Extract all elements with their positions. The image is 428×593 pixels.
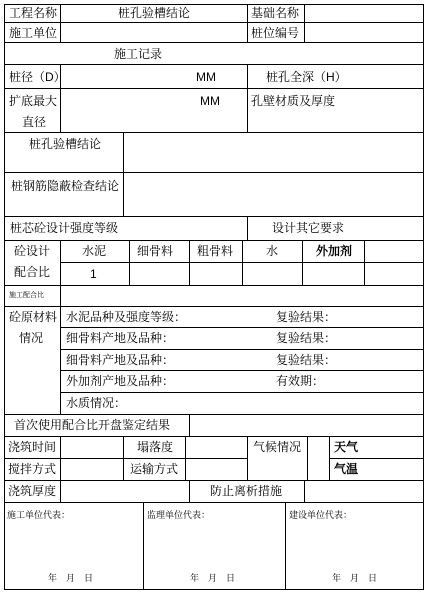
mix-label-2: 配合比 [14, 265, 51, 279]
rule [4, 414, 424, 415]
rule [60, 285, 61, 306]
rule [60, 370, 424, 371]
rule [4, 306, 424, 307]
rule [423, 4, 424, 590]
section-construction-record: 施工记录 [114, 47, 163, 61]
mix-coarse-aggregate: 粗骨料 [197, 244, 234, 258]
coarse-origin-label: 细骨料产地及品种： [66, 353, 175, 367]
rule [4, 42, 424, 43]
cement-grade-label: 水泥品种及强度等级： [66, 310, 187, 324]
strength-grade-label: 桩芯砼设计强度等级 [10, 221, 119, 235]
rule [123, 132, 124, 216]
rule [143, 502, 144, 590]
max-bottom-label-1: 扩底最大 [9, 94, 58, 108]
rule [364, 240, 365, 285]
rule [189, 414, 190, 436]
rule [4, 589, 424, 590]
foundation-name-label: 基础名称 [251, 6, 300, 20]
rule [4, 285, 424, 286]
rule [4, 436, 424, 437]
rule [60, 349, 424, 350]
recheck-label: 复验结果： [276, 331, 337, 345]
rule [4, 216, 424, 217]
rule [4, 240, 424, 241]
construction-mix-label: 施工配合比 [9, 292, 44, 299]
pour-thickness-label: 浇筑厚度 [8, 484, 57, 498]
raw-material-label-1: 砼原材料 [9, 310, 58, 324]
validity-label: 有效期： [276, 374, 325, 388]
pile-inspection-form [4, 4, 424, 590]
max-bottom-label-2: 直径 [22, 115, 47, 129]
recheck-label: 复验结果： [276, 310, 337, 324]
admixture-origin-label: 外加剂产地及品种： [66, 374, 175, 388]
mix-admixture: 外加剂 [316, 244, 353, 258]
rule [4, 502, 424, 503]
unit-mm: MM [196, 70, 216, 84]
mix-cement-ratio: 1 [90, 267, 97, 281]
rule [60, 327, 424, 328]
rule [189, 240, 190, 285]
signature-construction-date: 年 月 日 [48, 573, 94, 583]
rule [247, 216, 248, 240]
pile-diameter-label: 桩径（D） [9, 70, 66, 84]
mixing-method-label: 搅拌方式 [8, 462, 57, 476]
signature-construction-label: 施工单位代表： [7, 510, 71, 520]
rule [329, 458, 424, 459]
mix-water: 水 [266, 244, 279, 258]
rule [4, 480, 424, 481]
rebar-conclusion-label: 桩钢筋隐蔽检查结论 [11, 179, 120, 193]
signature-supervision-date: 年 月 日 [190, 573, 236, 583]
rule [247, 4, 248, 42]
water-quality-label: 水质情况： [66, 396, 127, 410]
rule [129, 240, 130, 285]
rule [60, 436, 61, 480]
signature-supervision-label: 监理单位代表： [147, 510, 211, 520]
rule [329, 436, 330, 480]
rule [4, 64, 424, 65]
mix-fine-aggregate: 细骨料 [137, 244, 174, 258]
rule [60, 240, 61, 285]
recheck-label: 复验结果： [276, 353, 337, 367]
pile-number-label: 桩位编号 [251, 26, 300, 40]
rule [247, 64, 248, 132]
rule [60, 480, 61, 502]
rule [185, 436, 186, 480]
signature-owner-label: 建设单位代表： [289, 510, 353, 520]
rule [60, 392, 424, 393]
rule [307, 436, 308, 480]
first-use-label: 首次使用配合比开盘鉴定结果 [14, 418, 171, 432]
rule [4, 458, 247, 459]
rule [242, 240, 243, 285]
rule [4, 132, 424, 133]
weather-day-label: 天气 [334, 440, 359, 454]
rule [4, 88, 424, 89]
wall-material-label: 孔壁材质及厚度 [251, 94, 336, 108]
segregation-label: 防止离析措施 [210, 484, 283, 498]
pour-time-label: 浇筑时间 [8, 440, 57, 454]
rule [285, 502, 286, 590]
rule [4, 4, 5, 590]
rule [304, 4, 305, 42]
rule [4, 172, 424, 173]
rule [123, 436, 124, 480]
mix-label-1: 砼设计 [14, 244, 51, 258]
rule [304, 480, 305, 502]
rule [247, 436, 248, 480]
rule [4, 4, 424, 5]
rule [60, 4, 61, 42]
slump-label: 塌落度 [137, 440, 174, 454]
rule [302, 240, 303, 285]
signature-owner-date: 年 月 日 [332, 573, 378, 583]
unit-mm: MM [200, 94, 220, 108]
form-title: 桩孔验槽结论 [118, 6, 191, 20]
rule [189, 480, 190, 502]
pile-depth-label: 桩孔全深（H） [266, 70, 347, 84]
construction-unit-label: 施工单位 [9, 26, 58, 40]
rule [60, 306, 61, 414]
temperature-label: 气温 [334, 462, 359, 476]
project-name-label: 工程名称 [9, 6, 58, 20]
raw-material-label-2: 情况 [19, 331, 44, 345]
other-requirements-label: 设计其它要求 [272, 221, 345, 235]
transport-method-label: 运输方式 [130, 462, 179, 476]
rule [4, 22, 424, 23]
mix-cement: 水泥 [82, 244, 107, 258]
fine-origin-label: 细骨料产地及品种： [66, 331, 175, 345]
inspection-conclusion-label: 桩孔验槽结论 [29, 137, 102, 151]
weather-label: 气候情况 [253, 440, 302, 454]
